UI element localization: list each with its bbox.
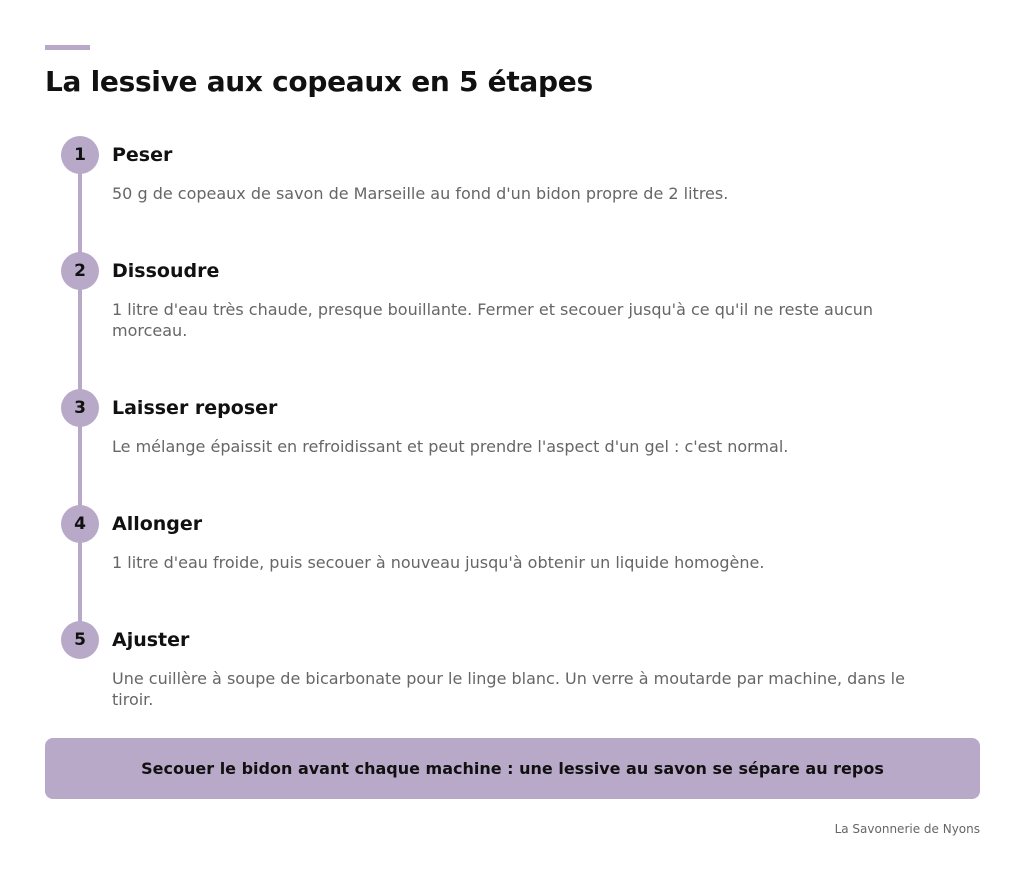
step-number-badge: 2 <box>61 252 99 290</box>
tip-callout <box>45 738 980 799</box>
step-description: 1 litre d'eau très chaude, presque bouillante. Fermer et secouer jusqu'à ce qu'il ne reste aucun morceau. <box>112 300 874 340</box>
step-title: Peser <box>112 144 173 166</box>
step-description: 50 g de copeaux de savon de Marseille au fond d'un bidon propre de 2 litres. <box>112 184 729 203</box>
title-accent-bar <box>45 45 90 50</box>
step-title: Ajuster <box>112 629 190 651</box>
step-number-badge: 1 <box>61 136 99 174</box>
step-number-badge: 3 <box>61 389 99 427</box>
tip-text: Secouer le bidon avant chaque machine : une lessive au savon se sépare au repos <box>141 759 884 778</box>
step-description: Le mélange épaissit en refroidissant et peut prendre l'aspect d'un gel : c'est normal. <box>112 437 789 456</box>
step-title: Laisser reposer <box>112 397 278 419</box>
page-title: La lessive aux copeaux en 5 étapes <box>45 65 593 98</box>
step-title: Allonger <box>112 513 203 535</box>
step-description: Une cuillère à soupe de bicarbonate pour le linge blanc. Un verre à moutarde par machine, dans le tiroir. <box>112 669 905 709</box>
step-description: 1 litre d'eau froide, puis secouer à nouveau jusqu'à obtenir un liquide homogène. <box>112 553 765 572</box>
step-number-badge: 5 <box>61 621 99 659</box>
footer-brand: La Savonnerie de Nyons <box>834 822 980 836</box>
step-title: Dissoudre <box>112 260 220 282</box>
step-number-badge: 4 <box>61 505 99 543</box>
